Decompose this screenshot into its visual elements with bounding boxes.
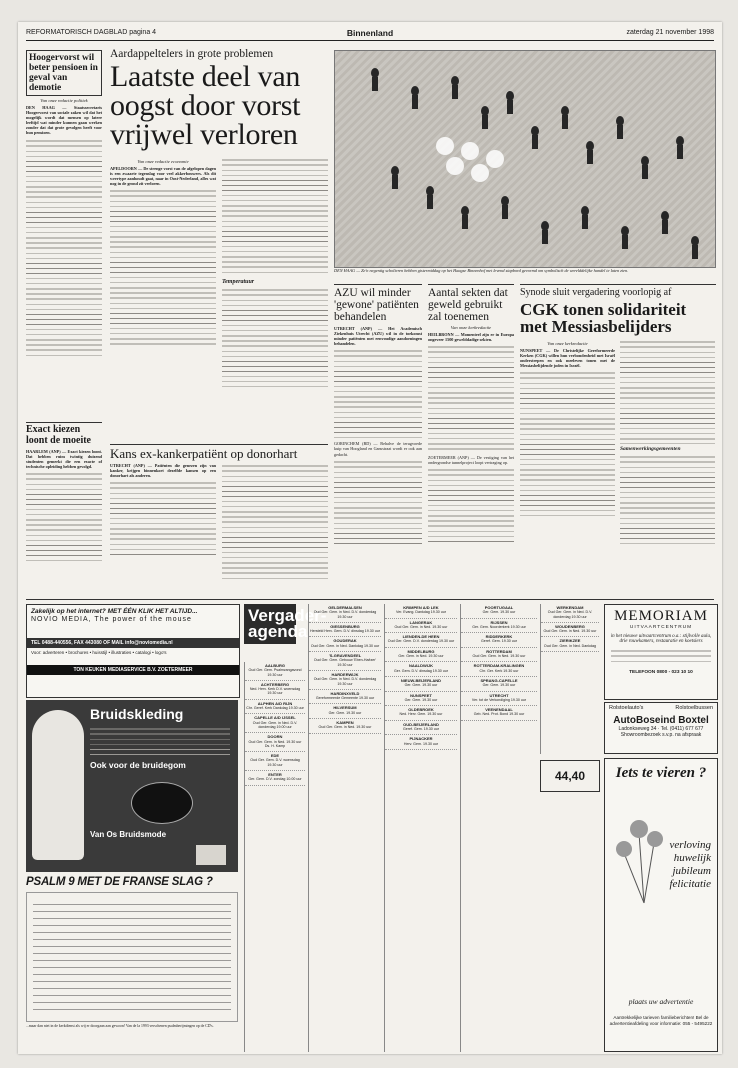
agenda-text: Chr. Ger. Kerk 19.30 uur (479, 668, 519, 673)
ad-jets-line-4: felicitatie (669, 878, 711, 890)
agenda-place: NIEUW-BEIJERLAND (400, 677, 442, 683)
ad-jets-lines (669, 839, 711, 891)
agenda-entry (461, 692, 537, 707)
ad-price-box (540, 760, 600, 792)
photo-figures (335, 51, 715, 267)
ad-memoriam (604, 604, 718, 700)
agenda-text: Ger. Gem. Noorderkerk 19.30 uur (472, 624, 526, 629)
brief-gorinchem: GORINCHEM (BD) — Behalve de terugvoede kuip van Hoogland en Gansstraat wordt er ook aan gedacht. (334, 441, 422, 457)
subhead-cgk: Samenwerkingsgemeenten (620, 446, 681, 452)
agenda-text: Ger. Gem. 19.30 uur (404, 683, 438, 688)
agenda-entry (245, 681, 305, 700)
ad-auto-right: Rolstoelbussen (675, 705, 713, 711)
ad-psalm (26, 876, 238, 1052)
agenda-text: Oud Ger. Gem. in Ned. Dankdag 19.30 uur (310, 643, 380, 648)
body-zoetermeer (428, 467, 514, 543)
body-aardappel-1 (110, 188, 216, 348)
headline-aardappel: Laatste deel van oogst door vorst vrijwel verloren (110, 60, 301, 151)
body-cgk-1 (520, 370, 615, 520)
agenda-place: POORTUGAAL (484, 605, 514, 610)
agenda-text: Oud Ger. Gem. Psalmzangavond 19.30 uur (248, 668, 302, 677)
agenda-place: ROTTERDAM (486, 648, 512, 654)
ad-iets-te-vieren (604, 758, 718, 1052)
headline-hoogervorst: Hoogervorst wil beter pensioen in geval van demotie (29, 53, 98, 93)
agenda-text: Oud Ger. Gem. in Ned. 19.30 uur (394, 624, 448, 629)
byline-aantal: Van onze kerkredactie (450, 325, 492, 330)
agenda-place: KRIMPEN A/D LEK (403, 605, 439, 610)
agenda-text: Oud Ger. Gem. in Ned. D.V. donderdag 19.30 uur (313, 677, 377, 686)
ad-auto-left: Rolstoelauto's (609, 705, 644, 711)
lead-cgk: NUNSPEET — De Christelijke Gereformeerde Kerken (CGK) willen hun verbondenheid met Israël onderstrepen en ook meeleven tonen met de Messiasbelijdende joden in Israël. (520, 348, 615, 369)
agenda-text: Oud Ger. Gem. in Ned. Dankdag (543, 643, 597, 648)
agenda-text: Geb. Ned. Prot. Bond 19.30 uur (473, 712, 525, 717)
agenda-place: GIESSENBURG (330, 623, 360, 629)
agenda-text: Ver. Evang. Dankdag 19.30 uur (396, 610, 446, 615)
body-aardappel-3 (222, 287, 328, 387)
agenda-text: Oud Ger. Gem. in Ned. D.V. donderdag 19.30 uur (547, 610, 593, 619)
agenda-entry (309, 719, 381, 734)
ad-memoriam-title: MEMORIAM (614, 608, 708, 624)
agenda-entry (461, 662, 537, 677)
headline-azu: AZU wil minder 'gewone' patiënten behandelen (334, 287, 419, 323)
bride-figure (32, 710, 84, 860)
agenda-entry (309, 652, 381, 671)
agenda-text: Ger. Gem. 19.30 uur (404, 697, 438, 702)
agenda-entry (385, 706, 457, 721)
agenda-entry (309, 623, 381, 638)
ad-jets-line-3: jubileum (672, 865, 711, 877)
agenda-entry (541, 623, 599, 638)
ad-jets-line-1: verloving (669, 839, 711, 851)
ad-novio-name: NOVIO MEDIA, The power of the mouse (31, 616, 192, 623)
agenda-entry (309, 690, 381, 705)
ad-jets-footer: Aantrekkelijke tarieven familieberichten! Bel de advertentieafdeling voor informatie: 055 - 5495222 (609, 1015, 713, 1026)
agenda-entry (461, 648, 537, 663)
agenda-text: Ger. Gem. in Ned. 19.30 uur (398, 654, 444, 659)
story-cgk (520, 284, 716, 596)
agenda-text: Oud Ger. Gem. in Ned. D.V. donderdag 19.30 uur (313, 610, 377, 619)
byline-aardappel: Van onze redactie economie (137, 159, 189, 164)
agenda-place: HILVERSUM (333, 705, 357, 711)
story-aardappel (110, 48, 328, 443)
agenda-place: RIDDERKERK (485, 634, 513, 640)
agenda-entry (245, 771, 305, 786)
agenda-place: GELDERMALSEN (328, 605, 362, 610)
photo-caption: DEN HAAG — Ze'n negentig scholieren hebben gistermiddag op het Haagse Binnenhof met levend stapbord gevormd om symbolisch de werelddelijke handel te laten zien. (334, 268, 629, 273)
story-hoogervorst (26, 50, 102, 428)
ad-jets-tag: plaats uw advertentie (628, 997, 694, 1006)
agenda-col-3 (384, 604, 457, 1052)
agenda-place: MIDDELBURG (407, 648, 435, 654)
agenda-text: Gereformeerde Gemeente 19.30 uur (315, 696, 375, 701)
agenda-place: HARDINXVELD (330, 690, 360, 696)
agenda-place: SPRANG-CAPELLE (480, 677, 518, 683)
ad-psalm-sheet-music (26, 892, 238, 1022)
agenda-text: Geref. Gem. 19.30 uur (481, 639, 517, 644)
agenda-text: Oud Ger. Gem. in Ned. D.V. donderdag 19.00 uur (252, 720, 298, 729)
agenda-text: Ned. Herv. Gem. 19.30 uur (399, 712, 443, 717)
ad-auto-sub: Showroombezoek s.v.p. na afspraak (620, 732, 702, 738)
groom-figure (196, 845, 226, 865)
brief-zoetermeer: ZOETERMEER (ANP) — De vestiging van het ondergrondse tunnelproject loopt vertraging op. (428, 455, 514, 466)
agenda-place: WERKENDAM (556, 605, 584, 610)
ad-memoriam-sub: UITVAARTCENTRUM (629, 625, 693, 630)
agenda-text: Oud Ger. Gem. in Ned. 19.30 uur (318, 725, 372, 730)
agenda-entry (309, 604, 381, 623)
lead-azu: UTRECHT (ANP) — Het Academisch Ziekenhuis Utrecht (AZU) wil in de toekomst minder patiënten met eenvoudige aandoeningen behandelen. (334, 326, 422, 347)
ad-bruid-text (90, 726, 230, 756)
agenda-entry (245, 733, 305, 752)
agenda-place: GOUDERAK (333, 638, 357, 644)
body-cgk-2 (620, 339, 715, 444)
ad-memoriam-tel: TELEFOON 0800 - 023 10 10 (629, 670, 693, 675)
body-kans-1 (110, 480, 216, 558)
agenda-text: Oud Ger. Gem. in Ned. 19.30 uur Ds. H. Kamp (248, 739, 302, 748)
agenda-title-box (244, 604, 327, 654)
agenda-text: Ger. Gem. 19.30 uur (328, 710, 362, 715)
kicker-cgk: Synode sluit vergadering voorlopig af (520, 287, 672, 298)
agenda-entry (245, 752, 305, 771)
agenda-place: LANGERAK (409, 619, 433, 625)
agenda-entry (245, 700, 305, 715)
ad-auto-addr: Ladonkseweg 34 · Tel. (0411) 677 677 (618, 726, 704, 732)
agenda-entry (461, 604, 537, 619)
ad-memoriam-lines: in het nieuwe uitvaartcentrum o.a.: stijlvolle aula, drie rouwkamers, restauratie en koetsiers (610, 634, 712, 644)
agenda-entry (245, 714, 305, 733)
agenda-text: Hersteld Herv. Gem. D.V. dinsdag 19.30 uur (310, 629, 380, 634)
headline-cgk: CGK tonen solidariteit met Messiasbelijders (520, 300, 687, 336)
ad-bruid-logo (131, 782, 193, 824)
ad-psalm-title: PSALM 9 MET DE FRANSE SLAG ? (26, 876, 213, 888)
agenda-col-5 (540, 604, 599, 754)
agenda-place: 'S-GRAVENDEEL (328, 653, 362, 659)
agenda-place: NUNSPEET (410, 692, 432, 698)
paper-name: REFORMATORISCH DAGBLAD pagina 4 (26, 29, 157, 36)
agenda-entry (385, 619, 457, 634)
story-aantal (428, 284, 514, 596)
ad-bruid-tag: Ook voor de bruidegom (90, 760, 186, 770)
story-azu (334, 284, 422, 596)
agenda-col-2 (308, 604, 381, 1052)
ad-memoriam-address (611, 648, 711, 666)
bottom-rule (26, 599, 714, 600)
agenda-place: ROTTERDAM-KRALINGEN (473, 663, 525, 669)
story-kans (110, 444, 328, 594)
newspaper-page (18, 22, 722, 1054)
agenda-entry (385, 633, 457, 648)
agenda-place: PIJNACKER (409, 736, 433, 742)
headline-aantal: Aantal sekten dat geweld gebruikt zal toenemen (428, 287, 508, 323)
agenda-place: DOORN (267, 734, 283, 740)
ad-auto-name: AutoBoseind Boxtel (613, 715, 709, 726)
subhead-temperatuur: Temperatuur (222, 279, 255, 285)
agenda-text: Ger. Gem. 19.30 uur (482, 683, 516, 688)
ad-psalm-caption: ...maar dan niet in de kerkdienst als wij er doorgaan aan gewoon! Van de la 1993 verschenen psalmberijmingen op de CD's. (26, 1024, 214, 1028)
agenda-place: RIJSSEN (490, 619, 508, 625)
agenda-place: EDE (270, 753, 280, 759)
agenda-col-4 (460, 604, 537, 1052)
ad-bruid-shop: Van Os Bruidsmode (90, 830, 167, 839)
body-azu (334, 348, 422, 438)
byline-hoogervorst: Van onze redactie politiek (40, 98, 88, 103)
agenda-text: Ger. Gem. D.V. zondag 10.00 uur (248, 777, 302, 782)
agenda-place: KAMPEN (336, 720, 354, 726)
agenda-entry (541, 637, 599, 652)
lead-exact: HAARLEM (ANP) — Exact kiezen loont. Dat hebben ruim twintig duizend studenten gemerkt die een exacte of technische opleiding hebben gevolgd. (26, 449, 102, 470)
ad-novio-top: Zakelijk op het internet? MET ÉÉN KLIK HET ALTIJD... (31, 608, 198, 615)
agenda-text: Geref. Gem. 19.30 uur (403, 727, 439, 732)
agenda-entry (461, 677, 537, 692)
body-gorinchem (334, 459, 422, 545)
agenda-place: NAALDWIJK (409, 663, 433, 669)
agenda-entry (385, 735, 457, 750)
story-exact (26, 422, 102, 592)
agenda-text: Ned. Herv. Kerk D.V. woensdag 19.30 uur (249, 687, 301, 696)
headline-exact: Exact kiezen loont de moeite (26, 424, 91, 446)
section-title: Binnenland (346, 28, 394, 38)
agenda-place: ENTER (268, 772, 282, 778)
kicker-aardappel: Aardappeltelers in grote problemen (110, 48, 274, 60)
agenda-text: Oud Ger. Gem. in Ned. 19.30 uur (543, 629, 597, 634)
agenda-entry (245, 662, 305, 681)
lead-aantal: HEILBRONN — Momenteel zijn er in Europa ongeveer 1500 gewelddadige sekten. (428, 332, 514, 343)
agenda-entry (309, 671, 381, 690)
agenda-text: Oud Ger. Gem. Gebouw 'Eben-Haëzer' 19.30 uur (313, 658, 377, 667)
issue-date: zaterdag 21 november 1998 (626, 29, 714, 36)
ad-jets-line-2: huwelijk (673, 852, 711, 864)
ad-novio-media (26, 604, 240, 698)
ad-autoboseind (604, 702, 718, 754)
body-exact (26, 471, 102, 563)
body-aantal (428, 344, 514, 452)
lead-aardappel: APELDOORN — De strenge vorst van de afgelopen dagen is een zwaarte tegenslag voor veel akkerbouwers. Als dit weertype aanhoudt gaat, naar in Oost-Nederland, alles wat nog in de grond zit verloren. (110, 166, 216, 187)
agenda-title: Vergader-agenda (244, 604, 296, 644)
agenda-entry (385, 677, 457, 692)
headline-kans: Kans ex-kankerpatiënt op donorhart (110, 446, 298, 461)
lead-hoogervorst: DEN HAAG — Staatssecretaris Hoogervorst van sociale zaken wil dat het mogelijk wordt dat mensen op latere leeftijd wat minder kunnen gaan werken zonder dat dat grote gevolgen heeft voor hun pensioen. (26, 105, 102, 136)
agenda-place: CAPELLE A/D IJSSEL (254, 715, 296, 721)
agenda-place: HARDERWIJK (331, 671, 359, 677)
agenda-entry (385, 721, 457, 736)
agenda-text: Chr. Geref. Kerk Dankdag 19.30 uur (246, 706, 304, 711)
agenda-place: ACHTERBERG (260, 681, 290, 687)
agenda-text: Herv. Gem. 19.30 uur (403, 741, 439, 746)
agenda-entry (461, 619, 537, 634)
agenda-place: ZIERIKZEE (559, 638, 581, 644)
body-hoogervorst (26, 138, 102, 358)
body-aardappel-2 (222, 157, 328, 277)
agenda-place: LIENDEN-DE HEEN (402, 634, 440, 640)
agenda-text: Ver. tot de Verkondiging 19.30 uur (471, 697, 527, 702)
agenda-entry (385, 604, 457, 619)
ad-bruidskleding (26, 700, 238, 872)
agenda-entry (541, 604, 599, 623)
agenda-place: WOUDENBERG (555, 623, 585, 629)
body-cgk-3 (620, 454, 715, 546)
agenda-place: OLDEBROEK (408, 707, 434, 713)
photo-binnenhof (334, 50, 716, 268)
agenda-text: Oud Ger. Gem. in Ned. 19.30 uur (472, 654, 526, 659)
ad-novio-services: Voor: adverteren • brochures • huisstijl • illustraties • catalogi • logo's (31, 650, 167, 655)
agenda-place: VEENENDAAL (485, 707, 513, 713)
agenda-entry (385, 692, 457, 707)
agenda-text: Oud Ger. Gem. D.V. woensdag 19.30 uur (250, 758, 300, 767)
agenda-entry (461, 706, 537, 721)
agenda-place: OUD-BEIJERLAND (403, 721, 439, 727)
agenda-entry (385, 648, 457, 663)
agenda-entry (309, 704, 381, 719)
ad-novio-tel: TEL 0488-440556, FAX 443080 OF MAIL info@noviomedia.nl (27, 638, 239, 648)
ad-jets-title: Iets te vieren ? (615, 765, 707, 781)
agenda-place: UTRECHT (489, 692, 509, 698)
ad-bruid-title: Bruidskleding (90, 706, 184, 722)
agenda-text: Oud Ger. Gem. D.V. donderdag 19.30 uur (387, 639, 455, 644)
agenda-entry (461, 633, 537, 648)
agenda-entry (309, 637, 381, 652)
masthead (26, 26, 714, 41)
body-kans-2 (222, 463, 328, 581)
agenda-col-1 (244, 662, 305, 1052)
agenda-text: Ger. Gem. D.V. dinsdag 19.30 uur (393, 668, 448, 673)
agenda-place: AALBURG (265, 663, 285, 668)
lead-kans: UTRECHT (ANP) — Patiënten die genezen zijn van kanker, krijgen binnenkort dezelfde kansen op een donorhart als anderen. (110, 463, 216, 479)
byline-cgk: Van onze kerkredactie (547, 341, 588, 346)
agenda-entry (385, 662, 457, 677)
ad-price-value: 44,40 (554, 769, 586, 783)
ad-novio-footer: TON KEUKEN MEDIASERVICE B.V. ZOETERMEER (27, 665, 239, 675)
agenda-place: ALPHEN A/D RIJN (257, 700, 293, 706)
agenda-text: Ger. Gem. 19.30 uur (482, 610, 516, 615)
